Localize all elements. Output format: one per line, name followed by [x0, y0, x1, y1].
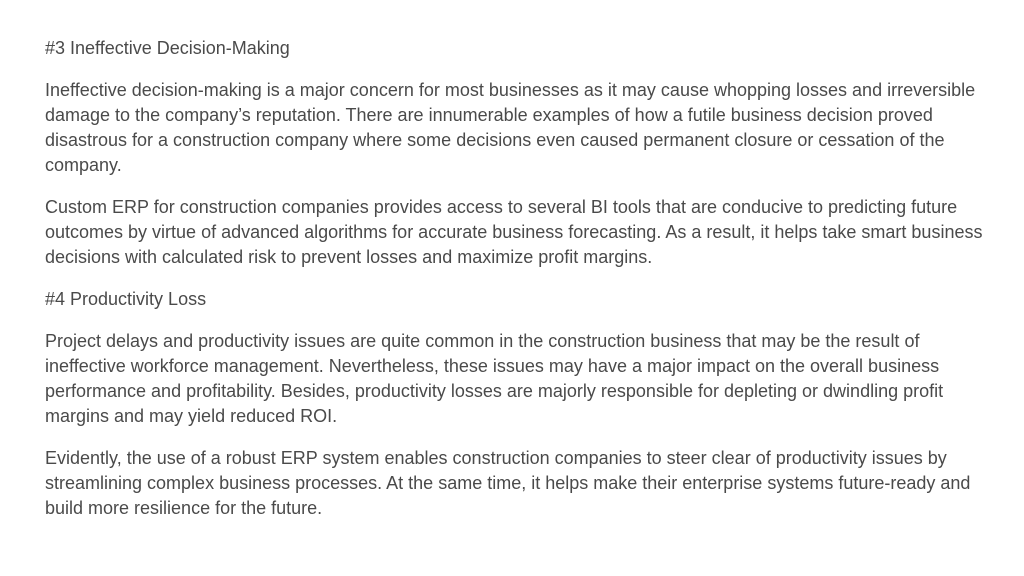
paragraph-robust-erp-system: Evidently, the use of a robust ERP system enables construction companies to steer clear of productivity issues by streamlining complex business processes. At the same time, it helps make their enterprise systems future-ready and build more resilience for the future. [45, 448, 971, 518]
paragraph-custom-erp-bi-tools: Custom ERP for construction companies provides access to several BI tools that are conducive to predicting future outcomes by virtue of advanced algorithms for accurate business forecasting. As a result, it helps take smart business decisions with calculated risk to prevent losses and maximize profit margins. [45, 197, 983, 267]
paragraph-project-delays: Project delays and productivity issues are quite common in the construction business that may be the result of ineffective workforce management. Nevertheless, these issues may have a major impact on the overall business performance and profitability. Besides, productivity losses are majorly responsible for depleting or dwindling profit margins and may yield reduced ROI. [45, 331, 944, 426]
document-body [45, 36, 990, 538]
section-heading-ineffective-decision-making: #3 Ineffective Decision-Making [45, 38, 290, 58]
paragraph-decision-making-concern: Ineffective decision-making is a major concern for most businesses as it may cause whopping losses and irreversible damage to the company’s reputation. There are innumerable examples of how a futile business decision proved disastrous for a construction company where some decisions even caused permanent closure or cessation of the company. [45, 80, 976, 175]
section-heading-productivity-loss: #4 Productivity Loss [45, 289, 207, 309]
